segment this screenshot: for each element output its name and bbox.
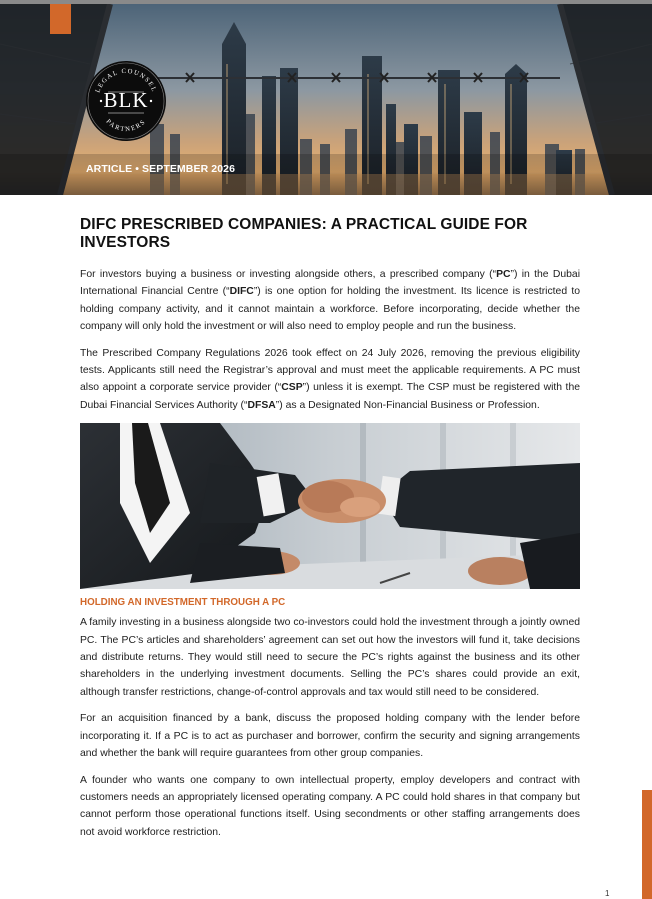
- blk-logo: [86, 61, 166, 141]
- orange-side-accent: [642, 790, 652, 899]
- logo-wordmark: BLK: [103, 88, 149, 112]
- intro-paragraph-1: For investors buying a business or investing alongside others, a prescribed company (“PC”) in the Dubai International Financial Centre (“DIFC”) is one option for holding the investment. Its licence is restricted to holding company activity, and it cannot maintain a workforce. Before incorporating, decide whether the company will only hold the investment or will also need to employ people and run the business.: [80, 269, 581, 333]
- body-paragraph-2: For an acquisition financed by a bank, discuss the proposed holding company with the lender before incorporating it. If a PC is to act as purchaser and borrower, confirm the security and signing arrangements and whether the bank will require guarantees from other group companies.: [80, 713, 580, 760]
- svg-text:PARTNERS: [104, 118, 147, 133]
- article-title: DIFC PRESCRIBED COMPANIES: A PRACTICAL GUIDE FOR INVESTORS: [80, 216, 528, 251]
- section-heading: HOLDING AN INVESTMENT THROUGH A PC: [80, 597, 286, 609]
- article-body: [80, 216, 580, 850]
- handshake-photo: [80, 423, 580, 589]
- logo-bottom-arc: PARTNERS: [104, 118, 148, 134]
- logo-top-arc: LEGAL COUNSEL: [94, 67, 158, 94]
- body-paragraph-3: A founder who wants one company to own intellectual property, employ developers and contract with customers needs an appropriately licensed operating company. A PC could hold shares in that company but cannot perform those operational functions itself. Using secondments or other staffing arrangements does not avoid workforce restriction.: [80, 774, 580, 838]
- page-number: 1: [605, 889, 610, 898]
- intro-paragraph-2: The Prescribed Company Regulations 2026 took effect on 24 July 2026, removing the previous eligibility tests. Applicants still need the Registrar’s approval and must meet the applicable requirements. A PC must also appoint a corporate service provider (“CSP”) unless it is exempt. The CSP must be registered with the Dubai Financial Services Authority (“DFSA”) as a Designated Non-Financial Business or Profession.: [80, 347, 580, 411]
- article-kicker: ARTICLE • SEPTEMBER 2026: [86, 163, 236, 175]
- body-paragraph-1: A family investing in a business alongside two co-investors could hold the investment through a jointly owned PC. The PC’s articles and shareholders’ agreement can set out how the investors will fund it, take decisions and distribute returns. They would still need to secure the PC’s rights against the business and its other shareholders in the underlying investment documents. Selling the PC’s shares could provide an exit, although transfer restrictions, change-of-control approvals and tax would still need to be considered.: [80, 617, 580, 698]
- orange-header-tab: [50, 4, 71, 34]
